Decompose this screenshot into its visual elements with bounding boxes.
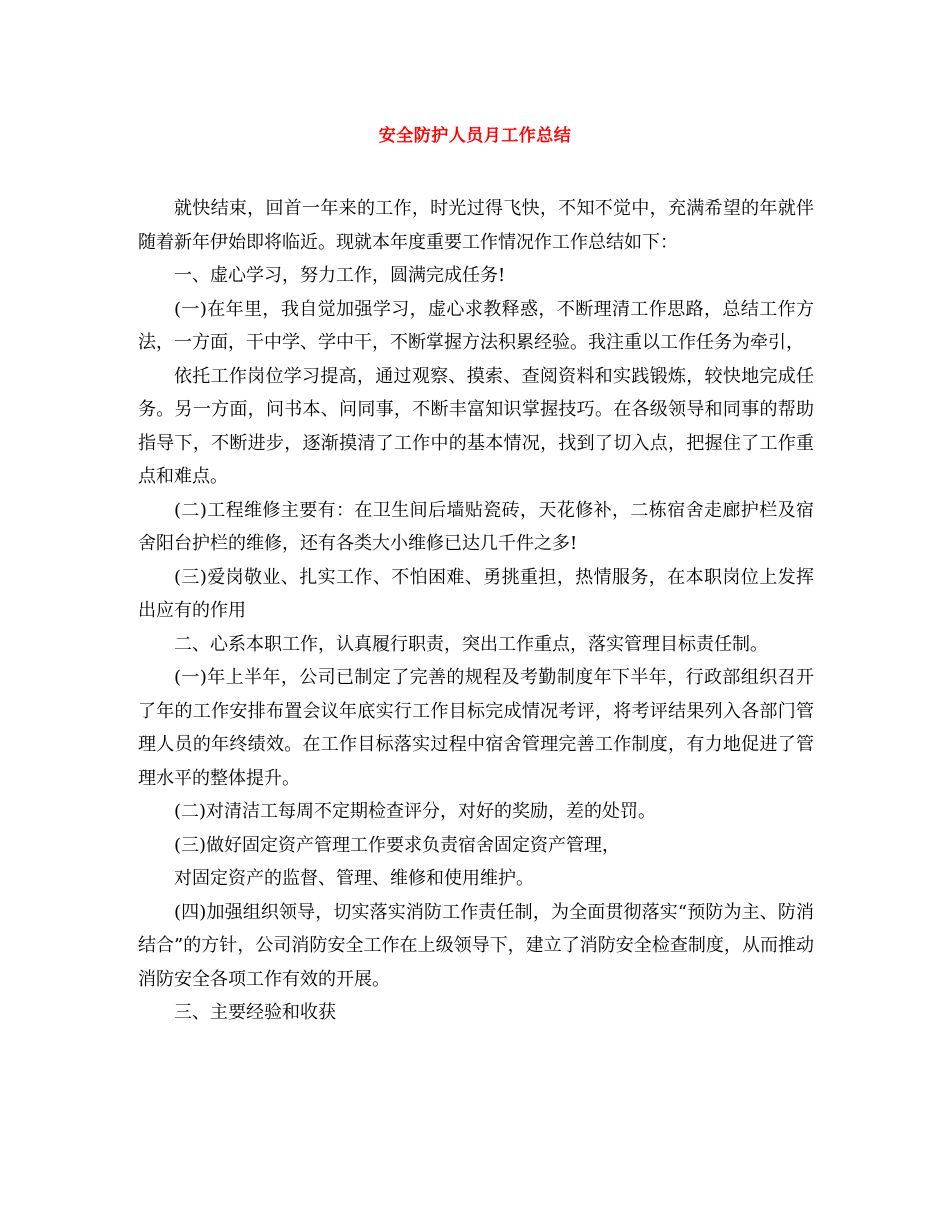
section-heading-3: 三、主要经验和收获	[174, 1002, 336, 1023]
section-heading-2: 二、心系本职工作，认真履行职责，突出工作重点，落实管理目标责任制。	[174, 633, 768, 655]
paragraph-1-1-cont: 依托工作岗位学习提高，通过观察、摸索、查阅资料和实践锻炼，较快地完成任务。另一方面，问书本、问同事，不断丰富知识掌握技巧。在各级领导和同事的帮助指导下，不断进步，逐渐摸清了工作中的基本情况，找到了切入点，把握住了工作重点和难点。	[138, 365, 814, 487]
paragraph-2-1: (一)年上半年，公司已制定了完善的规程及考勤制度年下半年，行政部组织召开了年的工作安排布置会议年底实行工作目标完成情况考评，将考评结果列入各部门管理人员的年终绩效。在工作目标落实过程中宿舍管理完善工作制度，有力地促进了管理水平的整体提升。	[138, 667, 814, 789]
paragraph-1-3: (三)爱岗敬业、扎实工作、不怕困难、勇挑重担，热情服务，在本职岗位上发挥出应有的作用	[138, 566, 814, 621]
document-title: 安全防护人员月工作总结	[378, 126, 572, 146]
document-body	[138, 192, 814, 1030]
section-heading-1: 一、虚心学习，努力工作，圆满完成任务!	[174, 265, 506, 286]
paragraph-intro: 就快结束，回首一年来的工作，时光过得飞快，不知不觉中，充满希望的年就伴随着新年伊始即将临近。现就本年度重要工作情况作工作总结如下：	[138, 198, 814, 253]
paragraph-1-1: (一)在年里，我自觉加强学习，虚心求教释惑，不断理清工作思路，总结工作方法，一方面，干中学、学中干，不断掌握方法积累经验。我注重以工作任务为牵引，	[138, 298, 814, 353]
paragraph-2-4: (四)加强组织领导，切实落实消防工作责任制，为全面贯彻落实“预防为主、防消结合”的方针，公司消防安全工作在上级领导下，建立了消防安全检查制度，从而推动消防安全各项工作有效的开展。	[138, 901, 814, 990]
paragraph-2-3-cont: 对固定资产的监督、管理、维修和使用维护。	[174, 868, 534, 889]
paragraph-2-3: (三)做好固定资产管理工作要求负责宿舍固定资产管理，	[174, 834, 621, 856]
paragraph-1-2: (二)工程维修主要有：在卫生间后墙贴瓷砖，天花修补，二栋宿舍走廊护栏及宿舍阳台护栏的维修，还有各类大小维修已达几千件之多!	[138, 499, 814, 554]
paragraph-2-2: (二)对清洁工每周不定期检查评分，对好的奖励，差的处罚。	[174, 801, 657, 822]
